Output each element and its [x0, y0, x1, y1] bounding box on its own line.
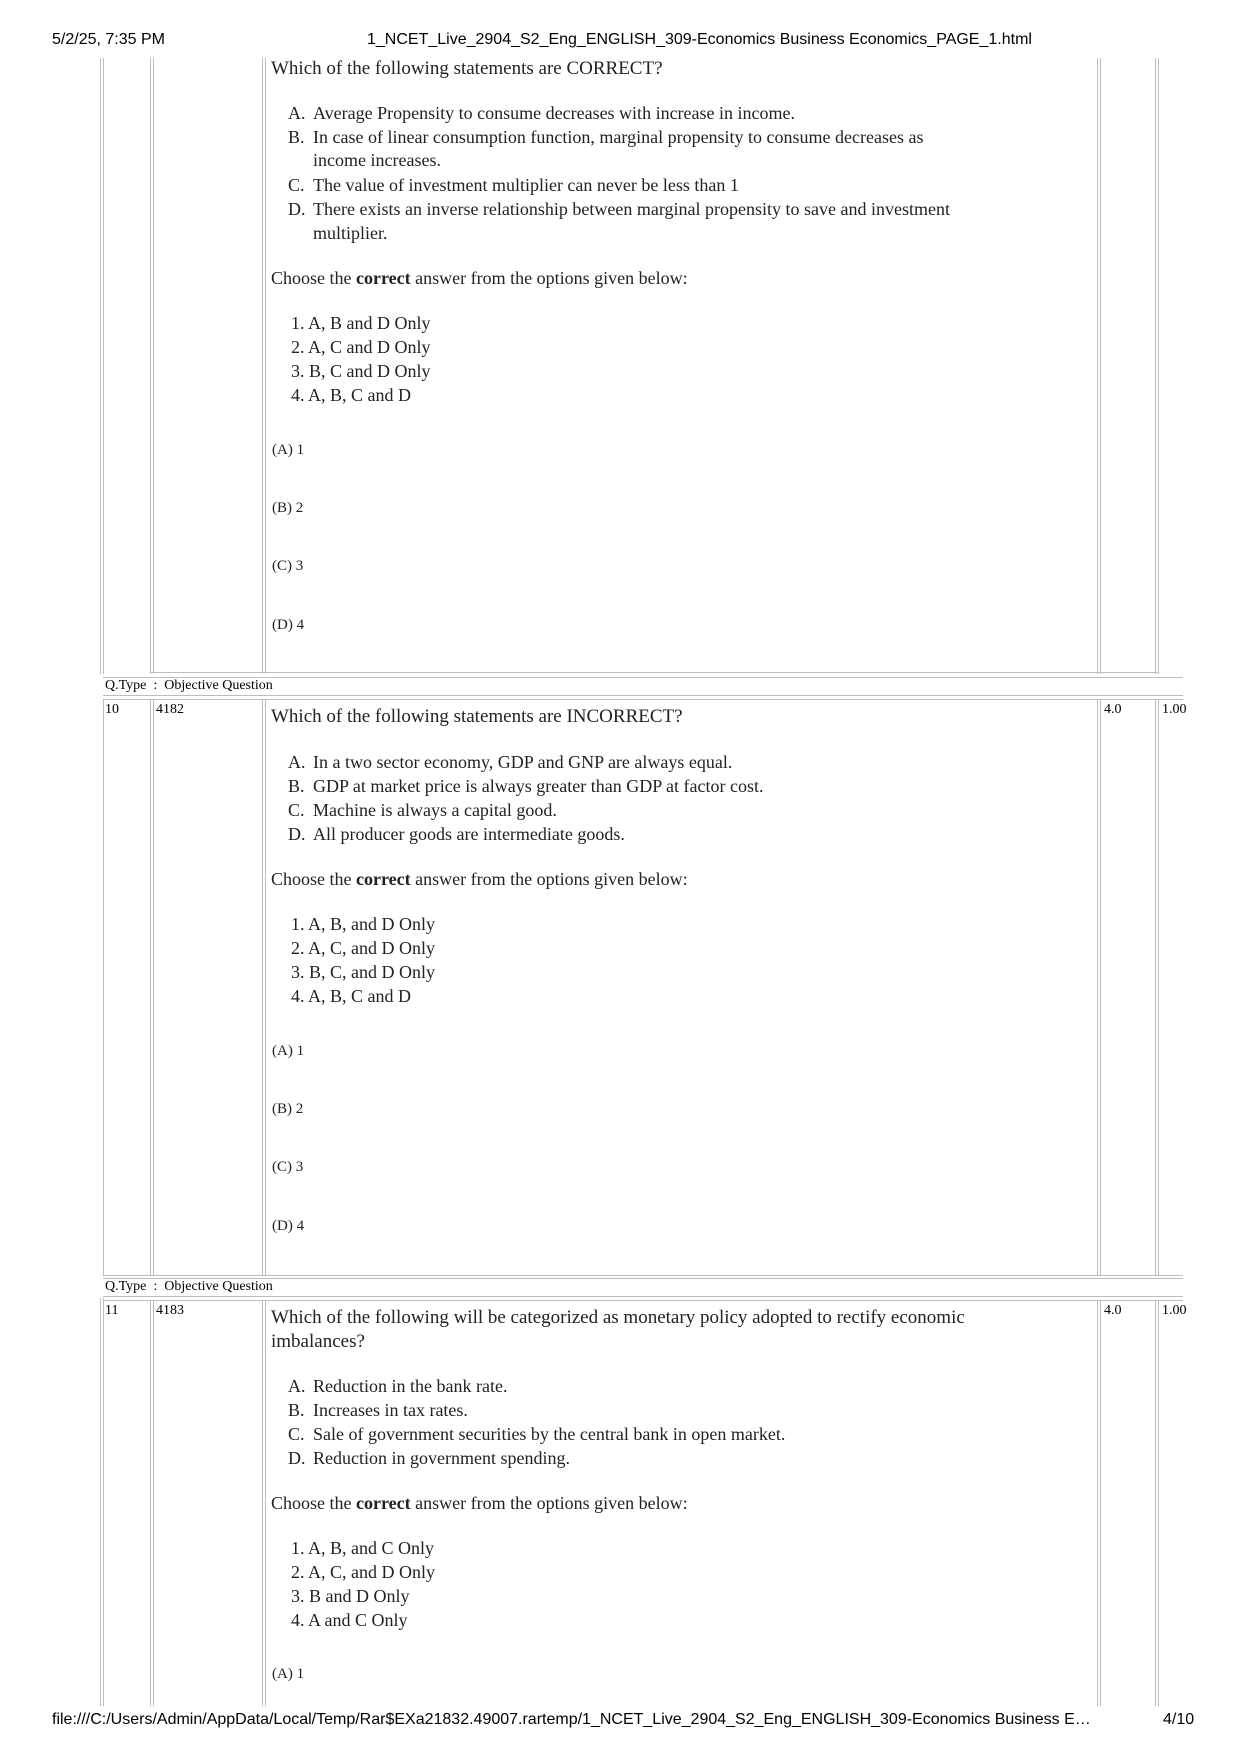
question-stem: Which of the following statements are CORRECT?	[271, 58, 663, 79]
table-border	[1100, 1300, 1101, 1706]
table-border	[153, 58, 154, 674]
answer-option-b: (B) 2	[272, 1101, 304, 1117]
print-document-title: 1_NCET_Live_2904_S2_Eng_ENGLISH_309-Economics Business Economics_PAGE_1.html	[367, 31, 1032, 48]
table-border	[150, 672, 266, 673]
statement-c: C. The value of investment multiplier can never be less than 1	[288, 175, 739, 195]
table-border	[265, 672, 1098, 673]
table-border	[1097, 699, 1098, 1276]
combination-1: 1. A, B and D Only	[291, 313, 431, 333]
answer-option-a: (A) 1	[272, 1043, 305, 1059]
answer-option-c: (C) 3	[272, 1159, 304, 1175]
combination-3: 3. B, C and D Only	[291, 361, 431, 381]
statement-a: A. Average Propensity to consume decreases with increase in income.	[288, 103, 796, 123]
table-border	[1155, 58, 1156, 674]
table-border	[265, 1300, 266, 1706]
statement-b: B. Increases in tax rates.	[288, 1400, 468, 1420]
table-border	[1155, 699, 1156, 1276]
print-file-path: file:///C:/Users/Admin/AppData/Local/Temp/Rar$EXa21832.49007.rartemp/1_NCET_Live_2904_S2_Eng_ENGLISH_309-Economics Business E…	[52, 1711, 1091, 1728]
table-border	[103, 1275, 1183, 1276]
question-serial-number: 10	[105, 702, 119, 717]
table-border	[103, 58, 104, 674]
combination-2: 2. A, C and D Only	[291, 337, 431, 357]
table-border	[1158, 58, 1159, 674]
statement-b-continued: income increases.	[313, 150, 441, 170]
table-border	[265, 699, 266, 1276]
combination-4: 4. A and C Only	[291, 1610, 408, 1630]
print-page-number: 4/10	[1163, 1711, 1195, 1728]
statement-c: C. Sale of government securities by the central bank in open market.	[288, 1424, 786, 1444]
combination-3: 3. B and D Only	[291, 1586, 410, 1606]
choose-instruction: Choose the correct answer from the options given below:	[271, 869, 688, 889]
statement-d: D. Reduction in government spending.	[288, 1448, 570, 1468]
answer-option-d: (D) 4	[272, 617, 305, 633]
choose-instruction: Choose the correct answer from the options given below:	[271, 1493, 688, 1513]
combination-4: 4. A, B, C and D	[291, 986, 412, 1006]
table-border	[265, 58, 266, 674]
table-border	[1097, 1300, 1098, 1706]
statement-d: D. There exists an inverse relationship between marginal propensity to save and investment	[288, 199, 950, 219]
table-border	[100, 58, 101, 674]
statement-d: D. All producer goods are intermediate goods.	[288, 824, 625, 844]
table-border	[1100, 58, 1101, 674]
combination-2: 2. A, C, and D Only	[291, 1562, 435, 1582]
table-border	[153, 699, 154, 1276]
table-border	[1158, 699, 1159, 1276]
answer-option-b: (B) 2	[272, 500, 304, 516]
combination-4: 4. A, B, C and D	[291, 385, 412, 405]
question-negative-marks: 1.00	[1162, 702, 1187, 717]
question-negative-marks: 1.00	[1162, 1303, 1187, 1318]
answer-option-a: (A) 1	[272, 1666, 305, 1682]
question-marks: 4.0	[1104, 1303, 1122, 1318]
statement-a: A. In a two sector economy, GDP and GNP are always equal.	[288, 752, 733, 772]
table-border	[1097, 58, 1098, 674]
question-type-row: Q.Type : Objective Question	[105, 1279, 273, 1294]
table-border	[153, 1300, 154, 1706]
table-border	[262, 699, 263, 1276]
combination-2: 2. A, C, and D Only	[291, 938, 435, 958]
combination-1: 1. A, B, and C Only	[291, 1538, 435, 1558]
table-border	[1155, 1300, 1156, 1706]
question-id: 4182	[156, 702, 184, 717]
question-serial-number: 11	[105, 1303, 119, 1318]
table-border	[150, 1300, 151, 1706]
table-border	[262, 58, 263, 674]
table-border	[103, 1296, 1183, 1297]
table-border	[103, 695, 1183, 696]
question-stem-continued: imbalances?	[271, 1331, 365, 1352]
answer-option-c: (C) 3	[272, 558, 304, 574]
table-border	[100, 1298, 101, 1706]
statement-b: B. GDP at market price is always greater than GDP at factor cost.	[288, 776, 764, 796]
question-stem: Which of the following will be categorized as monetary policy adopted to rectify economic	[271, 1307, 965, 1328]
question-marks: 4.0	[1104, 702, 1122, 717]
question-id: 4183	[156, 1303, 184, 1318]
question-type-row: Q.Type : Objective Question	[105, 678, 273, 693]
table-border	[150, 699, 151, 1276]
choose-instruction: Choose the correct answer from the options given below:	[271, 268, 688, 288]
table-border	[262, 1300, 263, 1706]
answer-option-a: (A) 1	[272, 442, 305, 458]
combination-1: 1. A, B, and D Only	[291, 914, 435, 934]
question-stem: Which of the following statements are INCORRECT?	[271, 706, 683, 727]
table-border	[103, 699, 104, 1276]
statement-d-continued: multiplier.	[313, 223, 388, 243]
table-border	[1097, 672, 1158, 673]
combination-3: 3. B, C, and D Only	[291, 962, 435, 982]
table-border	[150, 58, 151, 674]
answer-option-d: (D) 4	[272, 1218, 305, 1234]
table-border	[1100, 699, 1101, 1276]
statement-c: C. Machine is always a capital good.	[288, 800, 557, 820]
print-datetime: 5/2/25, 7:35 PM	[52, 31, 165, 48]
statement-a: A. Reduction in the bank rate.	[288, 1376, 508, 1396]
statement-b: B. In case of linear consumption function, marginal propensity to consume decreases as	[288, 127, 924, 147]
table-border	[103, 1298, 104, 1706]
table-border	[1158, 1300, 1159, 1706]
